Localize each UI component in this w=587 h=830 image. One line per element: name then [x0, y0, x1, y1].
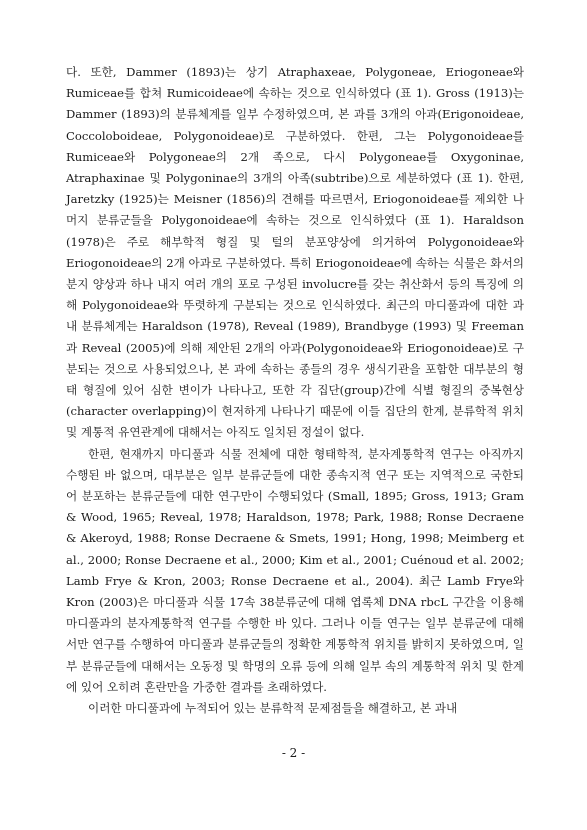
paragraph-2: 한편, 현재까지 마디풀과 식물 전체에 대한 형태학적, 분자계통학적 연구는 아직까지 수행된 바 없으며, 대부분은 일부 분류군들에 대한 종속지적 연구 또는 지역적으로 국한되어 분포하는 분류군들에 대한 연구만이 수행되었다 (Small, 1895; Gross, 1913; Gram & Wood, 1965; Reveal, 1978; Haraldson, 1978; Park, 1988; Ronse Decraene & Akeroyd, 1988; Ronse Decraene & Smets, 1991; Hong, 1998; Meimberg et al., 2000; Ronse Decraene et al., 2000; Kim et al., 2001; Cuénoud et al. 2002; Lamb Frye & Kron, 2003; Ronse Decraene et al., 2004). 최근 Lamb Frye와 Kron (2003)은 마디풀과 식물 17속 38분류군에 대해 엽록체 DNA rbcL 구간을 이용해 마디풀과의 분자계통학적 연구를 수행한 바 있다. 그러나 이들 연구는 일부 분류군에 대해서만 연구를 수행하여 마디풀과 분류군들의 정확한 계통학적 위치를 밝히지 못하였으며, 일부 분류군들에 대해서는 오동정 및 학명의 오류 등에 의해 일부 속의 계통학적 위치 및 한계에 있어 오히려 혼란만을 가중한 결과를 초래하였다.: [66, 446, 524, 694]
page-body: [66, 62, 524, 719]
page-number: - 2 -: [281, 746, 306, 760]
paragraph-3: 이러한 마디풀과에 누적되어 있는 분류학적 문제점들을 해결하고, 본 과내: [88, 701, 458, 716]
paragraph-1: 다. 또한, Dammer (1893)는 상기 Atraphaxeae, Polygoneae, Eriogoneae와 Rumiceae를 합쳐 Rumicoideae에 속하는 것으로 인식하였다 (표 1). Gross (1913)는 Dammer (1893)의 분류체계를 일부 수정하였으며, 본 과를 3개의 아과(Erigonoideae, Coccoloboideae, Polygonoideae)로 구분하였다. 한편, 그는 Polygonoideae를 Rumiceae와 Polygoneae의 2개 족으로, 다시 Polygoneae를 Oxygoninae, Atraphaxinae 및 Polygoninae의 3개의 아족(subtribe)으로 세분하였다 (표 1). 한편, Jaretzky (1925)는 Meisner (1856)의 견해를 따르면서, Eriogonoideae를 제외한 나머지 분류군들을 Polygonoideae에 속하는 것으로 인식하였다 (표 1). Haraldson (1978)은 주로 해부학적 형질 및 털의 분포양상에 의거하여 Polygonoideae와 Eriogonoideae의 2개 아과로 구분하였다. 특히 Eriogonoideae에 속하는 식물은 화서의 분지 양상과 하나 내지 여러 개의 포로 구성된 involucre를 갖는 취산화서 등의 특징에 의해 Polygonoideae와 뚜렷하게 구분되는 것으로 인식하였다. 최근의 마디풀과에 대한 과내 분류체계는 Haraldson (1978), Reveal (1989), Brandbyge (1993) 및 Freeman과 Reveal (2005)에 의해 제안된 2개의 아과(Polygonoideae와 Eriogonoideae)로 구분되는 것으로 사용되었으나, 본 과에 속하는 종들의 경우 생식기관을 포함한 대부분의 형태 형질에 있어 심한 변이가 나타나고, 또한 각 집단(group)간에 식별 형질의 중복현상(character overlapping)이 현저하게 나타나기 때문에 이들 집단의 한계, 분류학적 위치 및 계통적 유연관계에 대해서는 아직도 일치된 정설이 없다.: [66, 65, 524, 440]
